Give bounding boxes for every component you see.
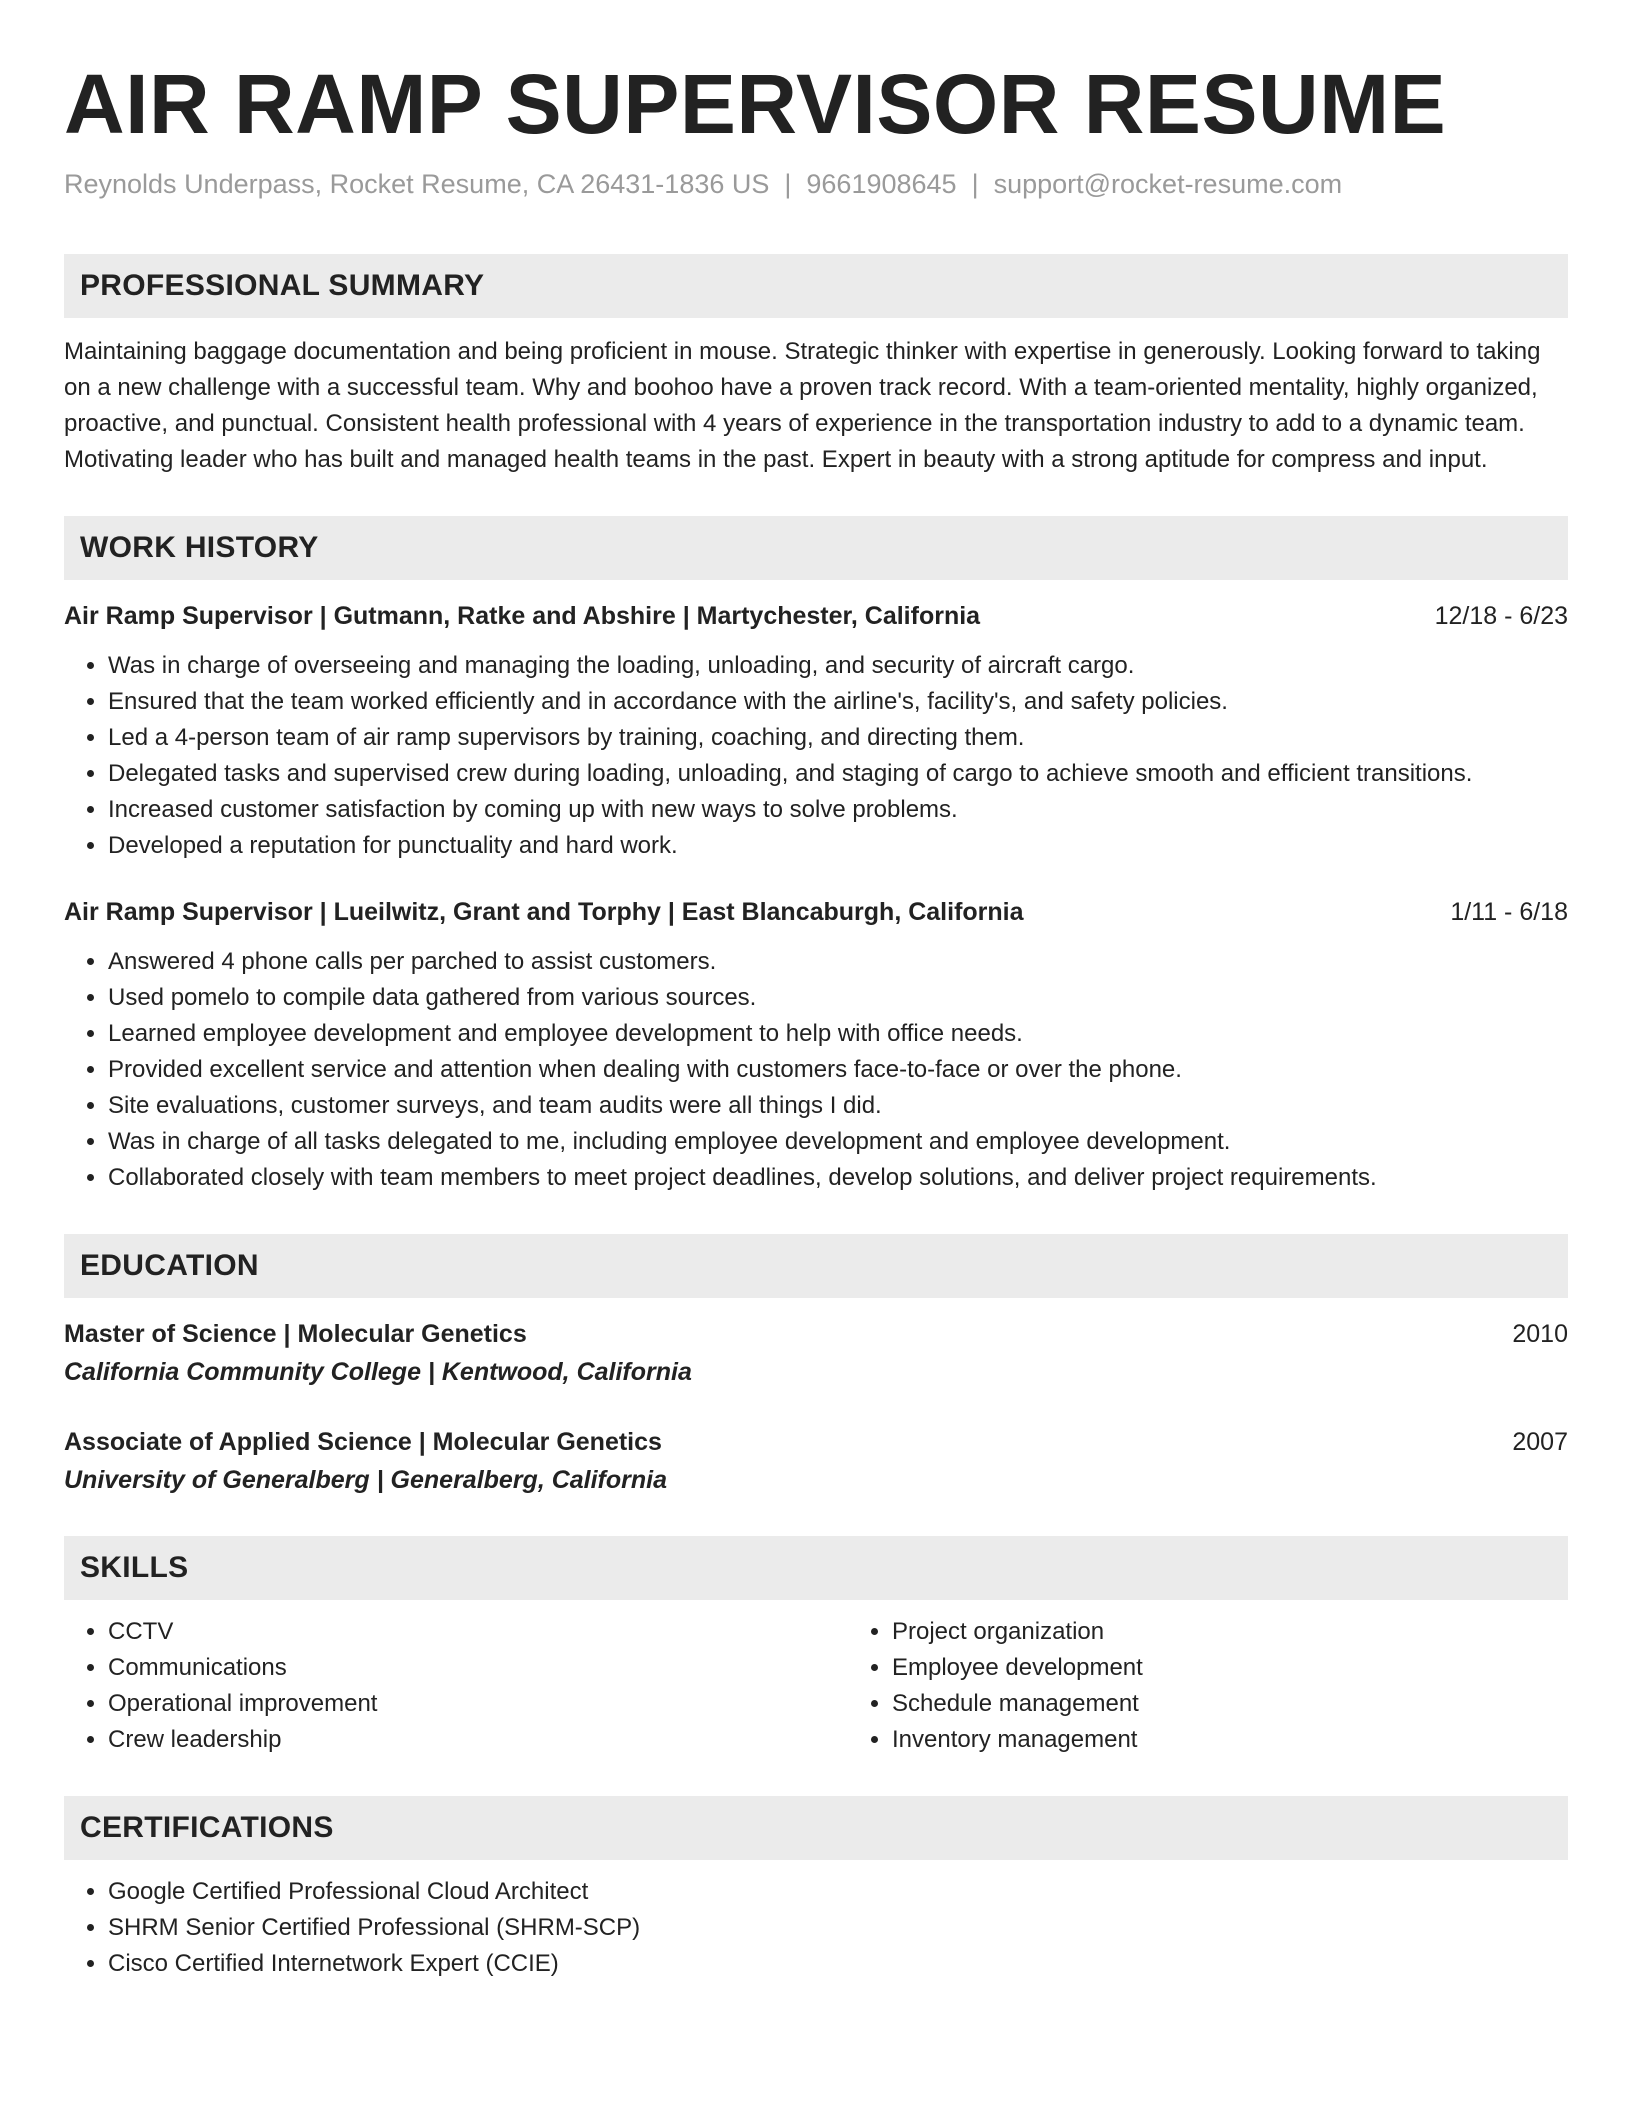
job-dates: 1/11 - 6/18 [1450, 898, 1568, 926]
skills-column-left [64, 1614, 848, 1758]
job-bullet: • Developed a reputation for punctuality and hard work. [108, 828, 1568, 864]
job-bullet-list [64, 944, 1568, 1196]
job-dates: 12/18 - 6/23 [1434, 602, 1568, 630]
education-header [64, 1424, 1568, 1460]
resume-title: AIR RAMP SUPERVISOR RESUME [64, 57, 1447, 151]
contact-separator: | [971, 169, 979, 199]
education-degree: Master of Science | Molecular Genetics [64, 1320, 527, 1348]
education-header [64, 1316, 1568, 1352]
skill-item: • Operational improvement [108, 1686, 848, 1722]
education-school: University of Generalberg | Generalberg, California [64, 1466, 668, 1494]
contact-phone: 9661908645 [806, 169, 957, 199]
section-heading-summary: PROFESSIONAL SUMMARY [64, 254, 1568, 318]
skill-item: • Inventory management [892, 1722, 1143, 1758]
section-heading-skills: SKILLS [64, 1536, 1568, 1600]
job-bullet: • Delegated tasks and supervised crew during loading, unloading, and staging of cargo to achieve smooth and efficient transitions. [108, 756, 1568, 792]
skill-item: • CCTV [108, 1614, 848, 1650]
certifications-list [64, 1874, 1568, 1982]
certification-item: • Cisco Certified Internetwork Expert (CCIE) [108, 1946, 1568, 1982]
skills-column-right [848, 1614, 1143, 1758]
job-bullet: • Site evaluations, customer surveys, and team audits were all things I did. [108, 1088, 1568, 1124]
certification-item: • Google Certified Professional Cloud Architect [108, 1874, 1568, 1910]
contact-address: Reynolds Underpass, Rocket Resume, CA 26431-1836 US [64, 169, 770, 199]
job-bullet: • Was in charge of overseeing and managing the loading, unloading, and security of aircraft cargo. [108, 648, 1568, 684]
education-year: 2007 [1512, 1428, 1568, 1456]
education-year: 2010 [1512, 1320, 1568, 1348]
job-bullet: • Increased customer satisfaction by coming up with new ways to solve problems. [108, 792, 1568, 828]
certification-item: • SHRM Senior Certified Professional (SHRM-SCP) [108, 1910, 1568, 1946]
skill-item: • Communications [108, 1650, 848, 1686]
job-header [64, 598, 1568, 634]
job-bullet: • Ensured that the team worked efficiently and in accordance with the airline's, facility's, and safety policies. [108, 684, 1568, 720]
job-bullet-list [64, 648, 1568, 864]
job-title: Air Ramp Supervisor | Gutmann, Ratke and Abshire | Martychester, California [64, 602, 981, 630]
job-bullet: • Provided excellent service and attention when dealing with customers face-to-face or over the phone. [108, 1052, 1568, 1088]
job-bullet: • Led a 4-person team of air ramp supervisors by training, coaching, and directing them. [108, 720, 1568, 756]
job-bullet: • Answered 4 phone calls per parched to assist customers. [108, 944, 1568, 980]
section-heading-work-history: WORK HISTORY [64, 516, 1568, 580]
job-bullet: • Was in charge of all tasks delegated to me, including employee development and employee development. [108, 1124, 1568, 1160]
contact-email: support@rocket-resume.com [993, 169, 1343, 199]
education-school: California Community College | Kentwood, California [64, 1358, 692, 1386]
skill-item: • Project organization [892, 1614, 1143, 1650]
skill-item: • Crew leadership [108, 1722, 848, 1758]
skills-list [64, 1614, 1568, 1758]
education-degree: Associate of Applied Science | Molecular Genetics [64, 1428, 662, 1456]
job-header [64, 894, 1568, 930]
job-bullet: • Used pomelo to compile data gathered from various sources. [108, 980, 1568, 1016]
job-bullet: • Collaborated closely with team members to meet project deadlines, develop solutions, and deliver project requirements. [108, 1160, 1568, 1196]
skill-item: • Employee development [892, 1650, 1143, 1686]
job-bullet: • Learned employee development and employee development to help with office needs. [108, 1016, 1568, 1052]
section-heading-education: EDUCATION [64, 1234, 1568, 1298]
contact-line [64, 166, 1568, 202]
skill-item: • Schedule management [892, 1686, 1143, 1722]
job-title: Air Ramp Supervisor | Lueilwitz, Grant and Torphy | East Blancaburgh, California [64, 898, 1024, 926]
summary-text: Maintaining baggage documentation and being proficient in mouse. Strategic thinker with expertise in generously. Looking forward to taking on a new challenge with a successful team. Why and boohoo have a proven track record. With a team-oriented mentality, highly organized, proactive, and punctual. Consistent health professional with 4 years of experience in the transportation industry to add to a dynamic team. Motivating leader who has built and managed health teams in the past. Expert in beauty with a strong aptitude for compress and input. [64, 338, 1541, 473]
contact-separator: | [784, 169, 792, 199]
section-heading-certifications: CERTIFICATIONS [64, 1796, 1568, 1860]
